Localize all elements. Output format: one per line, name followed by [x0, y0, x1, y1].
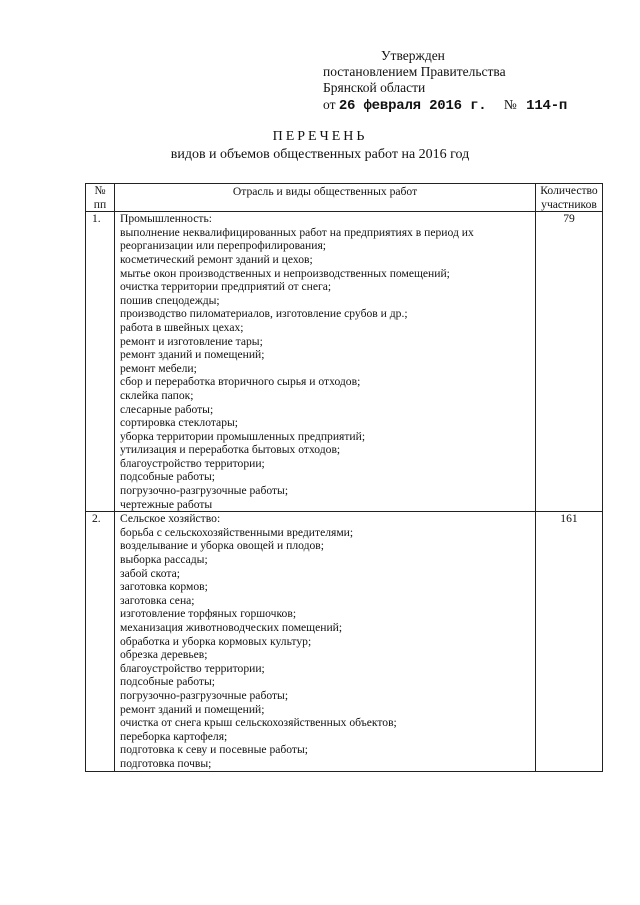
- list-item: ремонт и изготовление тары;: [120, 334, 263, 348]
- list-item: выполнение неквалифицированных работ на предприятиях в период их реорганизации или перепрофилирования;: [120, 225, 474, 253]
- list-item: ремонт зданий и помещений;: [120, 702, 265, 716]
- list-item: очистка территории предприятий от снега;: [120, 280, 332, 294]
- approval-line3: Брянской области: [323, 80, 426, 95]
- approval-block: [323, 48, 567, 114]
- list-item: переборка картофеля;: [120, 729, 228, 743]
- row-num: 1.: [86, 212, 115, 512]
- list-item: обработка и уборка кормовых культур;: [120, 634, 312, 648]
- row-count: 161: [536, 512, 603, 771]
- approval-line2: постановлением Правительства: [323, 64, 506, 79]
- table-body: [86, 212, 603, 771]
- row-count: 79: [536, 212, 603, 512]
- list-item: изготовление торфяных горшочков;: [120, 607, 297, 621]
- list-item: уборка территории промышленных предприятий;: [120, 429, 366, 443]
- approval-date-line: [323, 97, 567, 114]
- table-row: [86, 512, 603, 771]
- list-item: забой скота;: [120, 566, 180, 580]
- list-item: возделывание и уборка овощей и плодов;: [120, 539, 324, 553]
- approval-date: 26 февраля 2016 г.: [338, 98, 487, 114]
- list-item: выборка рассады;: [120, 553, 208, 567]
- list-item: чертежные работы: [120, 497, 213, 511]
- list-item: работа в швейных цехах;: [120, 320, 244, 334]
- list-item: подготовка почвы;: [120, 756, 212, 770]
- list-item: благоустройство территории;: [120, 456, 265, 470]
- sector-name: Сельское хозяйство:: [120, 512, 221, 526]
- list-item: сортировка стеклотары;: [120, 416, 239, 430]
- header-sector: Отрасль и виды общественных работ: [115, 184, 536, 212]
- approval-line1: Утвержден: [381, 48, 445, 63]
- list-item: заготовка сена;: [120, 593, 195, 607]
- document-title: ПЕРЕЧЕНЬ: [272, 129, 368, 144]
- list-item: утилизация и переработка бытовых отходов;: [120, 443, 341, 457]
- table-row: [86, 212, 603, 512]
- list-item: очистка от снега крыш сельскохозяйственных объектов;: [120, 716, 397, 730]
- list-item: благоустройство территории;: [120, 661, 265, 675]
- header-count: Количество участников: [536, 184, 603, 212]
- list-item: погрузочно-разгрузочные работы;: [120, 484, 289, 498]
- sector-name: Промышленность:: [120, 212, 212, 226]
- date-prefix: от: [323, 97, 336, 112]
- list-item: слесарные работы;: [120, 402, 214, 416]
- list-item: косметический ремонт зданий и цехов;: [120, 252, 313, 266]
- list-item: механизация животноводческих помещений;: [120, 621, 343, 634]
- row-sector-cell: [115, 512, 536, 771]
- list-item: ремонт мебели;: [120, 361, 197, 375]
- list-item: борьба с сельскохозяйственными вредителями;: [120, 525, 354, 539]
- list-item: обрезка деревьев;: [120, 648, 208, 662]
- list-item: склейка папок;: [120, 388, 194, 402]
- list-item: пошив спецодежды;: [120, 293, 220, 307]
- list-item: подсобные работы;: [120, 470, 216, 484]
- row-sector-cell: [115, 212, 536, 512]
- approval-number: 114-п: [526, 98, 568, 114]
- list-item: подготовка к севу и посевные работы;: [120, 743, 309, 757]
- number-sign: №: [503, 97, 517, 112]
- document-subtitle: видов и объемов общественных работ на 2016 год: [170, 147, 470, 162]
- list-item: ремонт зданий и помещений;: [120, 348, 265, 362]
- list-item: подсобные работы;: [120, 675, 216, 689]
- table-header-row: [86, 184, 603, 212]
- row-num: 2.: [86, 512, 115, 771]
- list-item: производство пиломатериалов, изготовление срубов и др.;: [120, 307, 408, 321]
- list-item: мытье окон производственных и непроизводственных помещений;: [120, 266, 450, 280]
- list-item: погрузочно-разгрузочные работы;: [120, 688, 289, 702]
- list-item: заготовка кормов;: [120, 580, 208, 594]
- list-item: сбор и переработка вторичного сырья и отходов;: [120, 375, 361, 389]
- header-num: № пп: [86, 184, 115, 212]
- works-table: [85, 183, 603, 772]
